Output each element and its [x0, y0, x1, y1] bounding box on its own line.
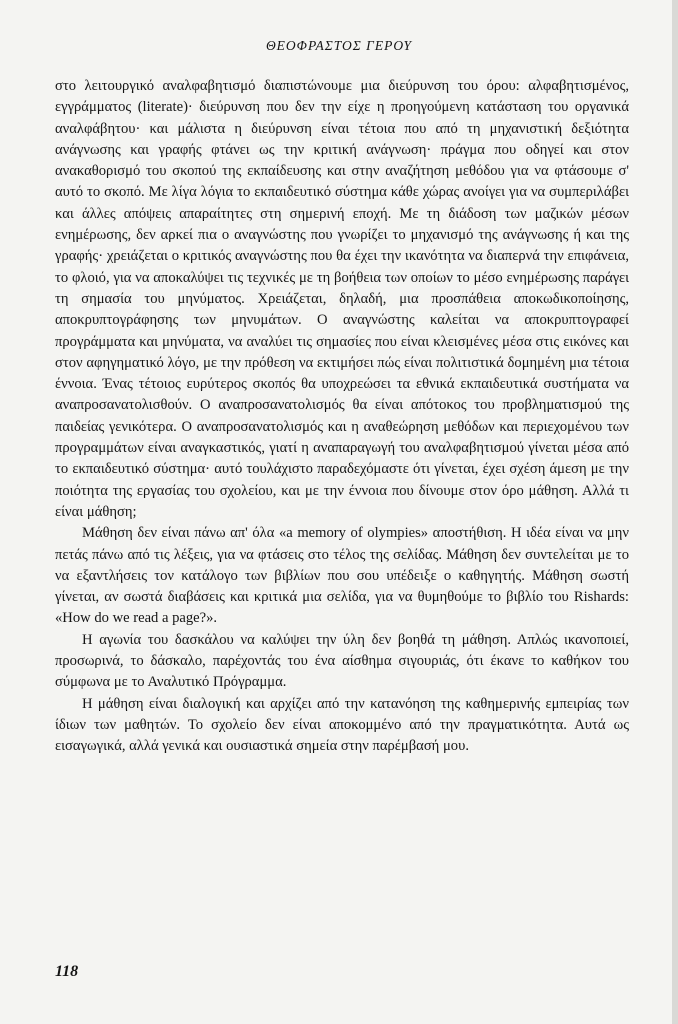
paragraph-3: Η αγωνία του δασκάλου να καλύψει την ύλη δεν βοηθά τη μάθηση. Απλώς ικανοποιεί, προσωρινά, το δάσκαλο, παρέχοντάς του ένα αίσθημα σιγουριάς, ότι έκανε το καθήκον του σύμφωνα με το Αναλυτικό Πρόγραμμα. — [55, 631, 629, 691]
running-header: ΘΕΟΦΡΑΣΤΟΣ ΓΕΡΟΥ — [265, 38, 413, 53]
paragraph-2: Μάθηση δεν είναι πάνω απ' όλα «a memory of olympies» αποστήθιση. Η ιδέα είναι να μην πετάς πάνω από τις λέξεις, για να φτάσεις στο τέλος της σελίδας. Μάθηση δεν συντελείται με το να εξαντλήσεις τον κατάλογο των βιβλίων που σου υπέδειξε ο καθηγητής. Μάθηση σωστή γίνεται, αν σωστά διαβάσεις και κριτικά μια σελίδα, για να θυμηθούμε το βιβλίο του Rishards: «How do we read a page?». — [55, 525, 629, 627]
page-body — [55, 76, 629, 758]
page-number: 118 — [55, 963, 79, 980]
page-edge — [672, 0, 678, 1024]
paragraph-4: Η μάθηση είναι διαλογική και αρχίζει από την κατανόηση της καθημερινής εμπειρίας των ίδιων των μαθητών. Το σχολείο δεν είναι αποκομμένο από την πραγματικότητα. Αυτά ως εισαγωγικά, αλλά γενικά και ουσιαστικά σημεία στην παρέμβασή μου. — [55, 695, 629, 755]
paragraph-1: στο λειτουργικό αναλφαβητισμό διαπιστώνουμε μια διεύρυνση του όρου: αλφαβητισμένος, εγγράμματος (literate)· διεύρυνση που δεν την είχε η προηγούμενη κατάσταση του οργανικά αναλφάβητου· και μάλιστα η διεύρυνση είναι τέτοια που από τη μηχανιστική δεξιότητα ανάγνωσης και γραφής φτάνει ως την κριτική ανάγνωση· πράγμα που οδηγεί και στον ανακαθορισμό του σκοπού της εκπαίδευσης και στην αναζήτηση μεθόδου για να φτάσουμε σ' αυτό το σκοπό. Με λίγα λόγια το εκπαιδευτικό σύστημα κάθε χώρας ανοίγει για να συμπεριλάβει και άλλες απόψεις απαραίτητες στη σημερινή εποχή. Με τη διάδοση των μαζικών μέσων ενημέρωσης, δεν αρκεί πια ο αναγνώστης που γνωρίζει το μηχανισμό της ανάγνωσης ή και της γραφής· χρειάζεται ο κριτικός αναγνώστης που θα έχει την ικανότητα να διαπερνά την επιφάνεια, το φλοιό, για να αποκαλύψει τις τεχνικές με τη βοήθεια των οποίων το μέσο ενημέρωσης παράγει τη σημασία του μηνύματος. Χρειάζεται, δηλαδή, μια προσπάθεια αποκωδικοποίησης, αποκρυπτογράφησης των μηνυμάτων. Ο αναγνώστης καλείται να αποκρυπτογραφεί προγράμματα και μηνύματα, να αναλύει τις σημασίες που είναι κλεισμένες μέσα στις εικόνες και στον αφηγηματικό λόγο, με την πρόθεση να εκτιμήσει πώς είναι πολιτιστικά δομημένη μια τέτοια έννοια. Ένας τέτοιος ευρύτερος σκοπός θα υποχρεώσει τα εθνικά εκπαιδευτικά συστήματα να αναπροσανατολισθούν. Ο αναπροσανατολισμός θα είναι απότοκος του προβληματισμού της παιδείας γενικότερα. Ο αναπροσανατολισμός και η αναθεώρηση μεθόδων και περιεχομένου των προγραμμάτων είναι αναγκαστικός, γιατί η αναπαραγωγή του αναλφαβητισμού γίνεται μέσα από το εκπαιδευτικό σύστημα· αυτό τουλάχιστο παραδεχόμαστε ότι γίνεται, έχει σχέση άμεση με την ποιότητα της εργασίας του σχολείου, και με την έννοια που δίνουμε στον όρο μάθηση. Αλλά τι είναι μάθηση; — [55, 78, 629, 520]
